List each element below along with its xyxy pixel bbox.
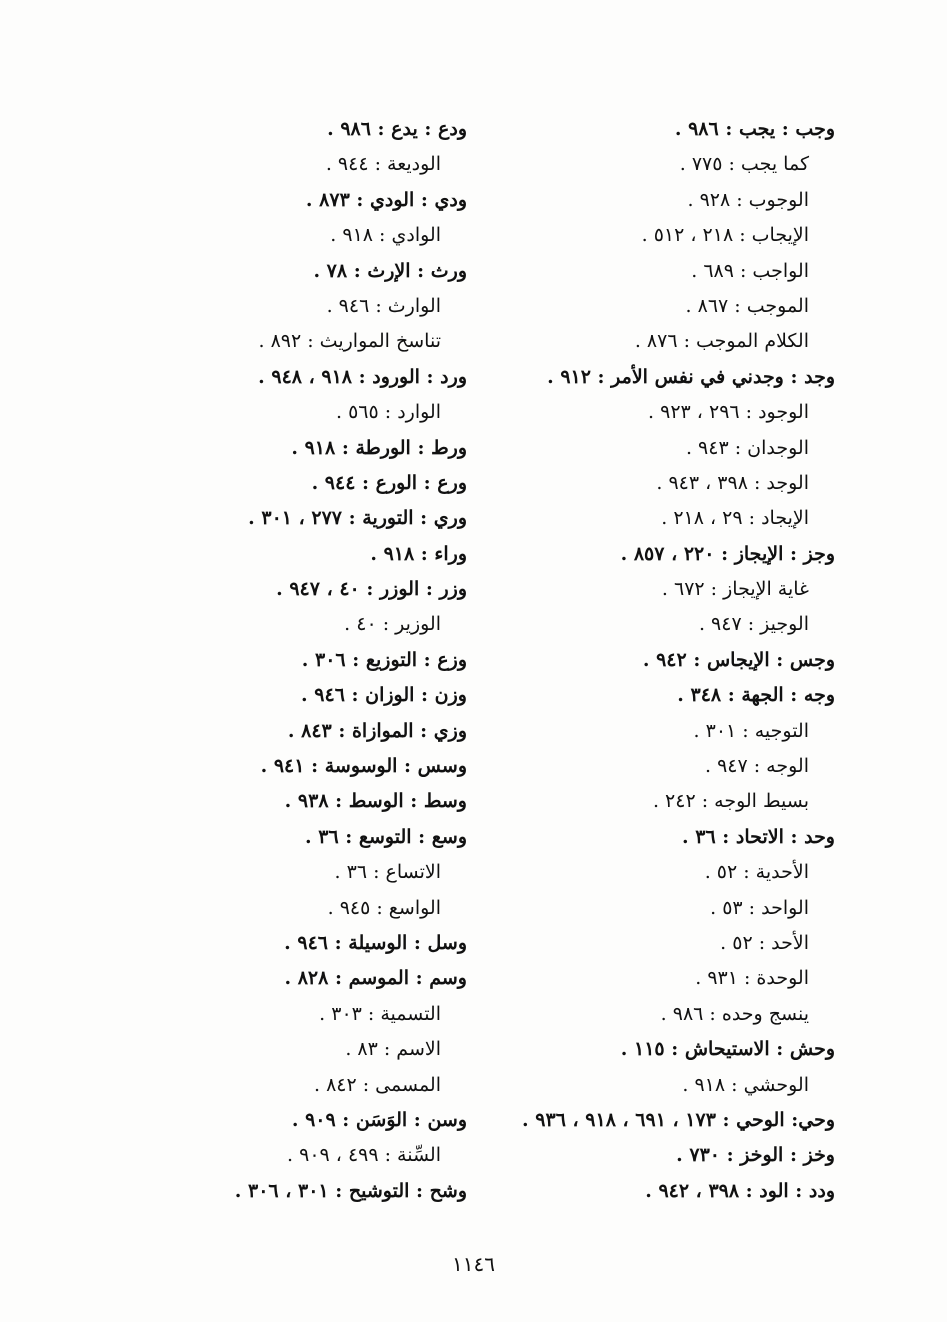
- index-column-left: [167, 112, 467, 1209]
- index-subentry: الوارث : ٩٤٦ .: [326, 294, 441, 317]
- index-entry: وسع : التوسع : ٣٦ .: [305, 825, 467, 848]
- index-subentry: الوزير : ٤٠ .: [344, 613, 441, 636]
- index-entry: ودع : يدع : ٩٨٦ .: [327, 118, 467, 140]
- index-subentry: كما يجب : ٧٧٥ .: [679, 153, 809, 176]
- index-subentry: التوجيه : ٣٠١ .: [693, 719, 809, 742]
- index-entry: وزي : الموازاة : ٨٤٣ .: [287, 719, 467, 742]
- index-subentry: الوحدة : ٩٣١ .: [695, 967, 809, 990]
- index-entry: وسم : الموسم : ٨٢٨ .: [284, 967, 467, 990]
- index-subentry: الوديعة : ٩٤٤ .: [325, 153, 441, 176]
- index-column-right: [475, 112, 835, 1209]
- index-entry: وزن : الوزان : ٩٤٦ .: [301, 684, 467, 707]
- index-entry: وزع : التوزيع : ٣٠٦ .: [301, 648, 467, 671]
- index-entry: وجد : وجدني في نفس الأمر : ٩١٢ .: [547, 365, 835, 388]
- page-number: ١١٤٦: [452, 1252, 495, 1276]
- index-subentry: الوجدان : ٩٤٣ .: [685, 436, 809, 459]
- index-entry: وجز : الإيجاز : ٢٢٠ ، ٨٥٧ .: [620, 542, 835, 565]
- index-subentry: الوجوب : ٩٢٨ .: [687, 188, 809, 211]
- index-entry: وشح : التوشيح : ٣٠١ ، ٣٠٦ .: [234, 1179, 467, 1202]
- index-subentry: الوجيز : ٩٤٧ .: [698, 613, 809, 636]
- index-subentry: الواحد : ٥٣ .: [710, 896, 809, 919]
- index-entry: وسن : الوَسَن : ٩٠٩ .: [291, 1108, 467, 1131]
- index-entry: وحي: الوحي : ١٧٣ ، ٦٩١ ، ٩١٨ ، ٩٣٦ .: [522, 1108, 835, 1131]
- index-subentry: الوادي : ٩١٨ .: [330, 224, 441, 247]
- index-subentry: السِّنة : ٤٩٩ ، ٩٠٩ .: [287, 1144, 441, 1167]
- index-subentry: بسيط الوجه : ٢٤٢ .: [652, 790, 809, 813]
- index-subentry: تناسخ المواريث : ٨٩٢ .: [258, 330, 441, 353]
- index-subentry: الإيجاد : ٢٩ ، ٢١٨ .: [661, 507, 809, 530]
- index-subentry: الوجد : ٣٩٨ ، ٩٤٣ .: [656, 471, 809, 494]
- index-subentry: غاية الإيجاز : ٦٧٢ .: [661, 578, 809, 601]
- index-subentry: الموجب : ٨٦٧ .: [685, 294, 809, 317]
- index-subentry: الوحشي : ٩١٨ .: [682, 1073, 809, 1096]
- index-entry: وسل : الوسيلة : ٩٤٦ .: [284, 931, 467, 954]
- index-entry: وحش : الاستيحاش : ١١٥ .: [620, 1038, 835, 1061]
- index-entry: ورد : الورود : ٩١٨ ، ٩٤٨ .: [258, 365, 467, 388]
- index-entry: وجس : الإيجاس : ٩٤٢ .: [642, 648, 835, 671]
- index-entry: ودد : الود : ٣٩٨ ، ٩٤٢ .: [645, 1179, 835, 1202]
- index-subentry: الإيجاب : ٢١٨ ، ٥١٢ .: [641, 224, 809, 247]
- index-subentry: الأحد : ٥٢ .: [720, 931, 809, 954]
- index-subentry: الاسم : ٨٣ .: [345, 1038, 441, 1061]
- index-subentry: التسمية : ٣٠٣ .: [319, 1002, 441, 1025]
- index-entry: ورط : الورطة : ٩١٨ .: [291, 436, 467, 459]
- index-entry: وسط : الوسط : ٩٣٨ .: [284, 790, 467, 813]
- index-subentry: الواجب : ٦٨٩ .: [691, 259, 809, 282]
- index-entry: وراء : ٩١٨ .: [370, 542, 467, 565]
- index-subentry: الكلام الموجب : ٨٧٦ .: [634, 330, 809, 353]
- index-entry: وري : التورية : ٢٧٧ ، ٣٠١ .: [248, 507, 467, 530]
- index-entry: وسس : الوسوسة : ٩٤١ .: [260, 755, 467, 778]
- index-entry: وخز : الوخز : ٧٣٠ .: [676, 1144, 835, 1167]
- index-subentry: الوجود : ٢٩٦ ، ٩٢٣ .: [648, 401, 809, 424]
- index-subentry: ينسج وحده : ٩٨٦ .: [660, 1002, 809, 1025]
- index-entry: وجب : يجب : ٩٨٦ .: [674, 118, 835, 140]
- index-subentry: الاتساع : ٣٦ .: [334, 861, 441, 884]
- index-subentry: المسمى : ٨٤٢ .: [313, 1073, 441, 1096]
- index-subentry: الوجه : ٩٤٧ .: [704, 755, 809, 778]
- index-subentry: الأحدية : ٥٢ .: [704, 861, 809, 884]
- index-entry: وحد : الاتحاد : ٣٦ .: [682, 825, 835, 848]
- index-subentry: الواسع : ٩٤٥ .: [327, 896, 441, 919]
- index-entry: وزر : الوزر : ٤٠ ، ٩٤٧ .: [276, 578, 467, 601]
- index-entry: ورع : الورع : ٩٤٤ .: [311, 471, 467, 494]
- index-subentry: الوارد : ٥٦٥ .: [336, 401, 441, 424]
- index-entry: ورث : الإرث : ٧٨ .: [313, 259, 467, 282]
- index-entry: وجه : الجهة : ٣٤٨ .: [677, 684, 835, 707]
- index-entry: ودي : الودي : ٨٧٣ .: [305, 188, 467, 211]
